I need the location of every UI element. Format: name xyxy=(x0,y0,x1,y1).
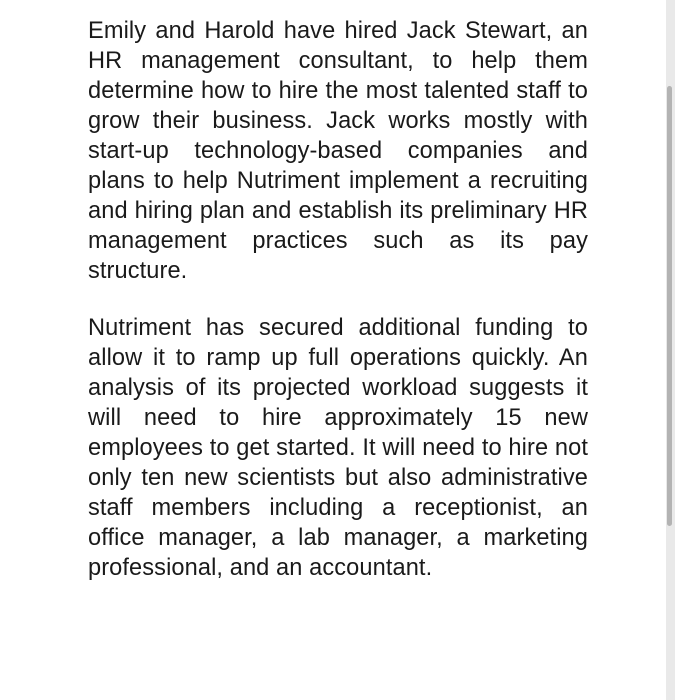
paragraph-1: Emily and Harold have hired Jack Stewart, an HR management consultant, to help them determine how to hire the most talented staff to grow their business. Jack works mostly with start-up technology-based companies and plans to help Nutriment implement a recruiting and hiring plan and establish its preliminary HR management practices such as its pay structure. xyxy=(88,18,588,284)
scrollbar-thumb[interactable] xyxy=(667,86,672,526)
document-body xyxy=(88,16,588,583)
paragraph-2: Nutriment has secured additional funding to allow it to ramp up full operations quickly. An analysis of its projected workload suggests it will need to hire approximately 15 new employees to get started. It will need to hire not only ten new scientists but also administrative staff members including a receptionist, an office manager, a lab manager, a marketing professional, and an accountant. xyxy=(88,315,588,581)
vertical-scrollbar[interactable] xyxy=(666,0,675,700)
